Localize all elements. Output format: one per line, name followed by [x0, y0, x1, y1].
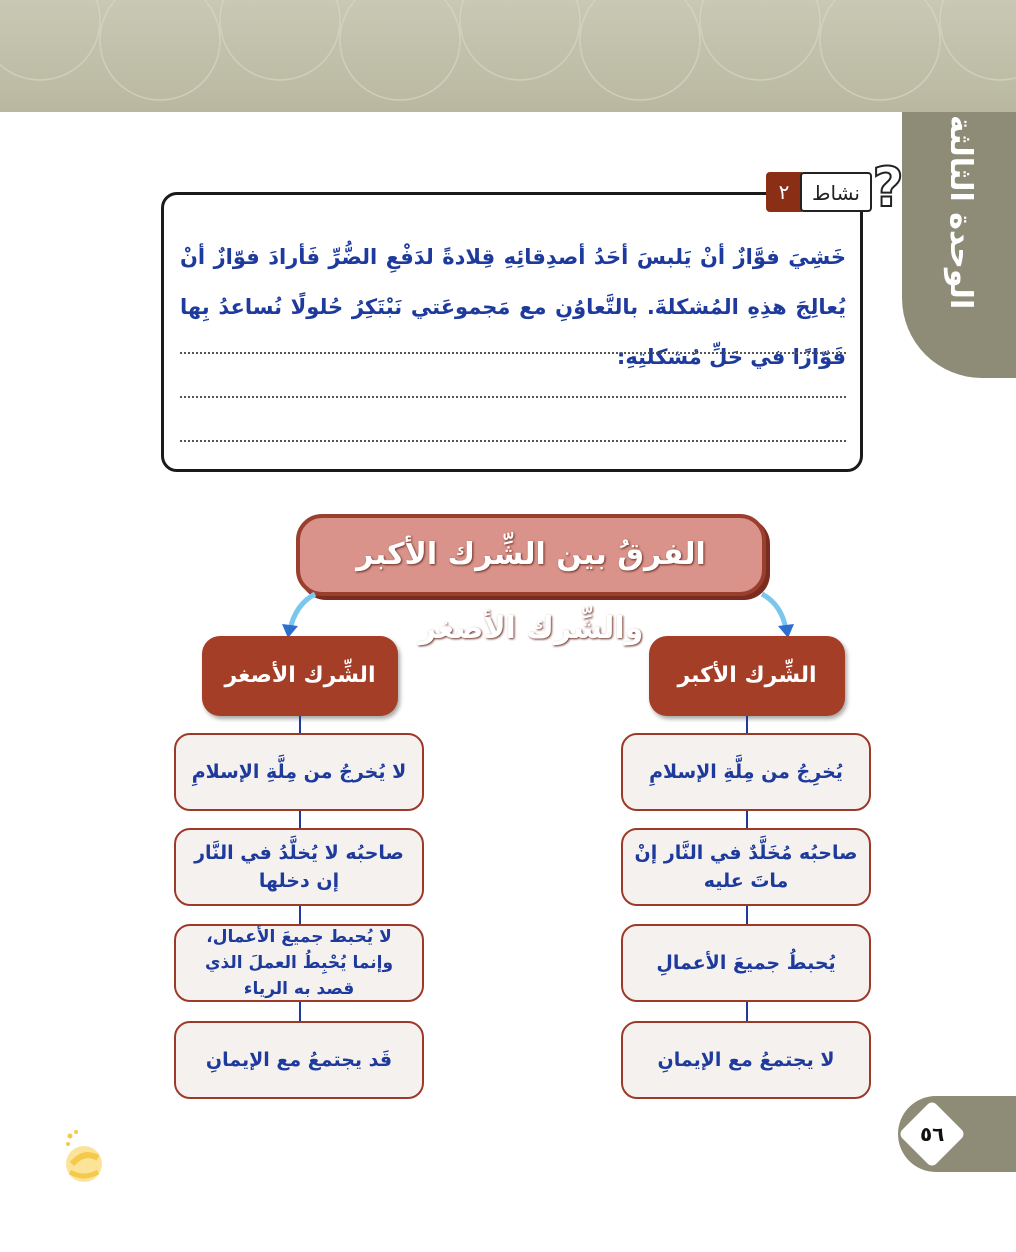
diagram-title: الفرقُ بين الشِّرك الأكبر والشِّرك الأصغر	[296, 514, 766, 596]
connector-line	[299, 810, 301, 828]
arrow-right-icon	[752, 590, 812, 640]
activity-number: ٢	[766, 172, 802, 212]
activity-text: خَشِيَ فوَّازٌ أنْ يَلبسَ أحَدُ أصدِقائِهِ قِلادةً لدَفْعِ الضُّرِّ فَأرادَ فوّازٌ أنْ يُعالِجَ هذِهِ المُشكلةَ. بالتَّعاوُنِ مع مَجموعَتي نَبْتَكِرُ حُلولًا نُساعدُ بِها فَوّازًا في حَلِّ مُشكلتِهِ:	[180, 245, 846, 369]
activity-label: نشاط	[800, 172, 872, 212]
connector-line	[746, 716, 748, 734]
connector-line	[746, 1002, 748, 1022]
publisher-logo-icon	[58, 1128, 106, 1184]
connector-line	[299, 1002, 301, 1022]
major-shirk-item: صاحبُه مُخَلَّدٌ في النَّار إنْ ماتَ عليه	[621, 828, 871, 906]
minor-shirk-item: لا يُحبط جميعَ الأعمال، وإنما يُحْبِطُ العملَ الذي قصد به الرياء	[174, 924, 424, 1002]
minor-shirk-item: قَد يجتمعُ مع الإيمانِ	[174, 1021, 424, 1099]
pattern-decoration	[0, 0, 1016, 112]
connector-line	[299, 716, 301, 734]
question-mark-icon: ?	[872, 156, 904, 219]
minor-shirk-item: صاحبُه لا يُخلَّدُ في النَّار إن دخلها	[174, 828, 424, 906]
minor-shirk-heading: الشِّرك الأصغر	[202, 636, 398, 716]
page-number-text: ٥٦	[919, 1121, 945, 1146]
major-shirk-item: يُحبطُ جميعَ الأعمالِ	[621, 924, 871, 1002]
minor-shirk-item: لا يُخرجُ من مِلَّةِ الإسلامِ	[174, 733, 424, 811]
answer-line[interactable]	[180, 438, 846, 442]
major-shirk-heading: الشِّرك الأكبر	[649, 636, 845, 716]
answer-line[interactable]	[180, 394, 846, 398]
major-shirk-item: لا يجتمعُ مع الإيمانِ	[621, 1021, 871, 1099]
connector-line	[746, 906, 748, 924]
answer-line[interactable]	[180, 350, 846, 354]
unit-title: الوحدة الثالثة	[943, 114, 978, 310]
top-decorative-band	[0, 0, 1016, 112]
major-shirk-item: يُخرِجُ من مِلَّةِ الإسلامِ	[621, 733, 871, 811]
arrow-left-icon	[270, 590, 330, 640]
connector-line	[299, 906, 301, 924]
connector-line	[746, 810, 748, 828]
